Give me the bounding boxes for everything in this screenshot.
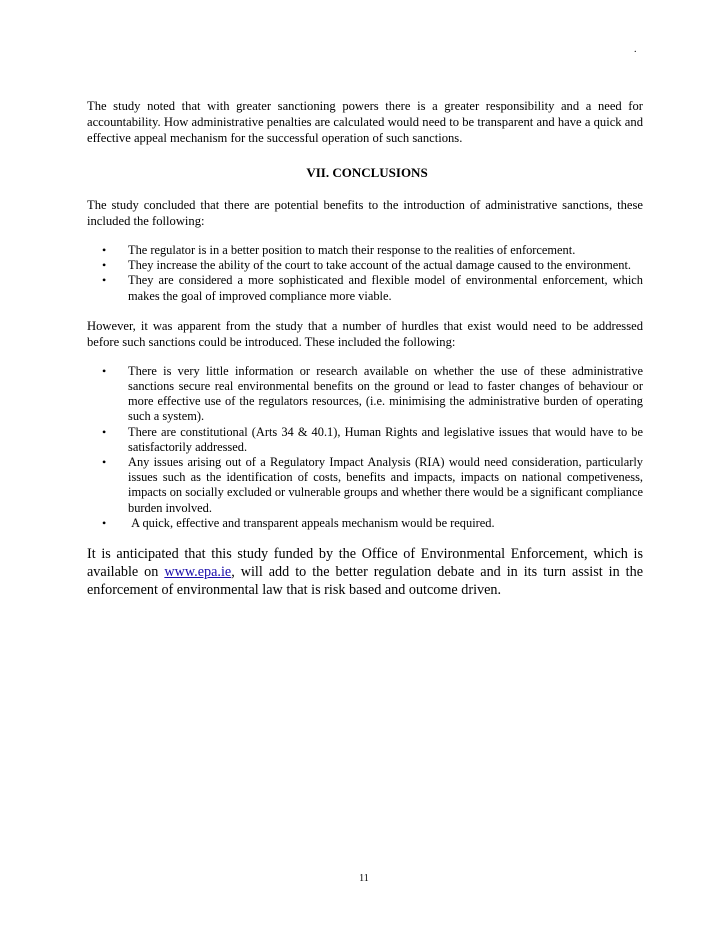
bullet-icon: •	[102, 424, 107, 439]
bullet-icon: •	[102, 455, 107, 470]
epa-website-link[interactable]: www.epa.ie	[164, 564, 232, 581]
bullet-icon: •	[102, 515, 107, 530]
bullet-icon: •	[102, 243, 107, 257]
list-item	[87, 364, 643, 425]
list-item	[87, 258, 643, 273]
list-item-text: They are considered a more sophisticated and flexible model of environmental enforcement, which makes the goal of improved compliance more viable.	[128, 273, 643, 303]
list-item-text: The regulator is in a better position to match their response to the realities of enforcement.	[128, 243, 576, 257]
list-item-text: Any issues arising out of a Regulatory Impact Analysis (RIA) would need consideration, particularly issues such as the identification of costs, benefits and impacts, impacts on national competiveness, impacts on socially excluded or vulnerable groups and whether there would be a significant compliance burden involved.	[128, 455, 643, 515]
closing-text-before-link: It is anticipated that this study funded by the Office of Environmental Enforcement, which is available on	[87, 546, 643, 581]
list-item	[87, 516, 643, 531]
bullet-icon: •	[102, 258, 107, 273]
hurdles-lead-paragraph: However, it was apparent from the study that a number of hurdles that exist would need to be addressed before such sanctions could be introduced. These included the following:	[87, 318, 643, 349]
list-item	[87, 243, 643, 258]
section-heading: VII. CONCLUSIONS	[306, 165, 428, 180]
hurdles-list	[87, 364, 643, 531]
bullet-icon: •	[102, 273, 107, 288]
page-content	[87, 98, 643, 599]
benefits-lead-paragraph: The study concluded that there are potential benefits to the introduction of administrative sanctions, these included the following:	[87, 198, 643, 228]
list-item	[87, 455, 643, 516]
closing-paragraph	[87, 545, 643, 599]
benefits-list	[87, 243, 643, 304]
list-item-text: There is very little information or research available on whether the use of these administrative sanctions secure real environmental benefits on the ground or lead to faster changes of behaviour or more effective use of the regulators resources, (i.e. minimising the administrative burden of operating such a system).	[128, 363, 643, 424]
list-item	[87, 273, 643, 303]
list-item-text: A quick, effective and transparent appeals mechanism would be required.	[128, 515, 495, 530]
bullet-icon: •	[102, 363, 107, 378]
corner-mark: .	[634, 44, 637, 55]
page-number: 11	[359, 873, 369, 884]
list-item-text: There are constitutional (Arts 34 & 40.1), Human Rights and legislative issues that would have to be satisfactorily addressed.	[128, 424, 643, 454]
closing-text-after-link: , will add to the better regulation debate and in its turn assist in the enforcement of environmental law that is risk based and outcome driven.	[87, 564, 644, 599]
list-item-text: They increase the ability of the court to take account of the actual damage caused to the environment.	[128, 258, 631, 273]
intro-paragraph: The study noted that with greater sanctioning powers there is a greater responsibility and a need for accountability. How administrative penalties are calculated would need to be transparent and have a quick and effective appeal mechanism for the successful operation of such sanctions.	[87, 99, 643, 145]
list-item	[87, 425, 643, 455]
